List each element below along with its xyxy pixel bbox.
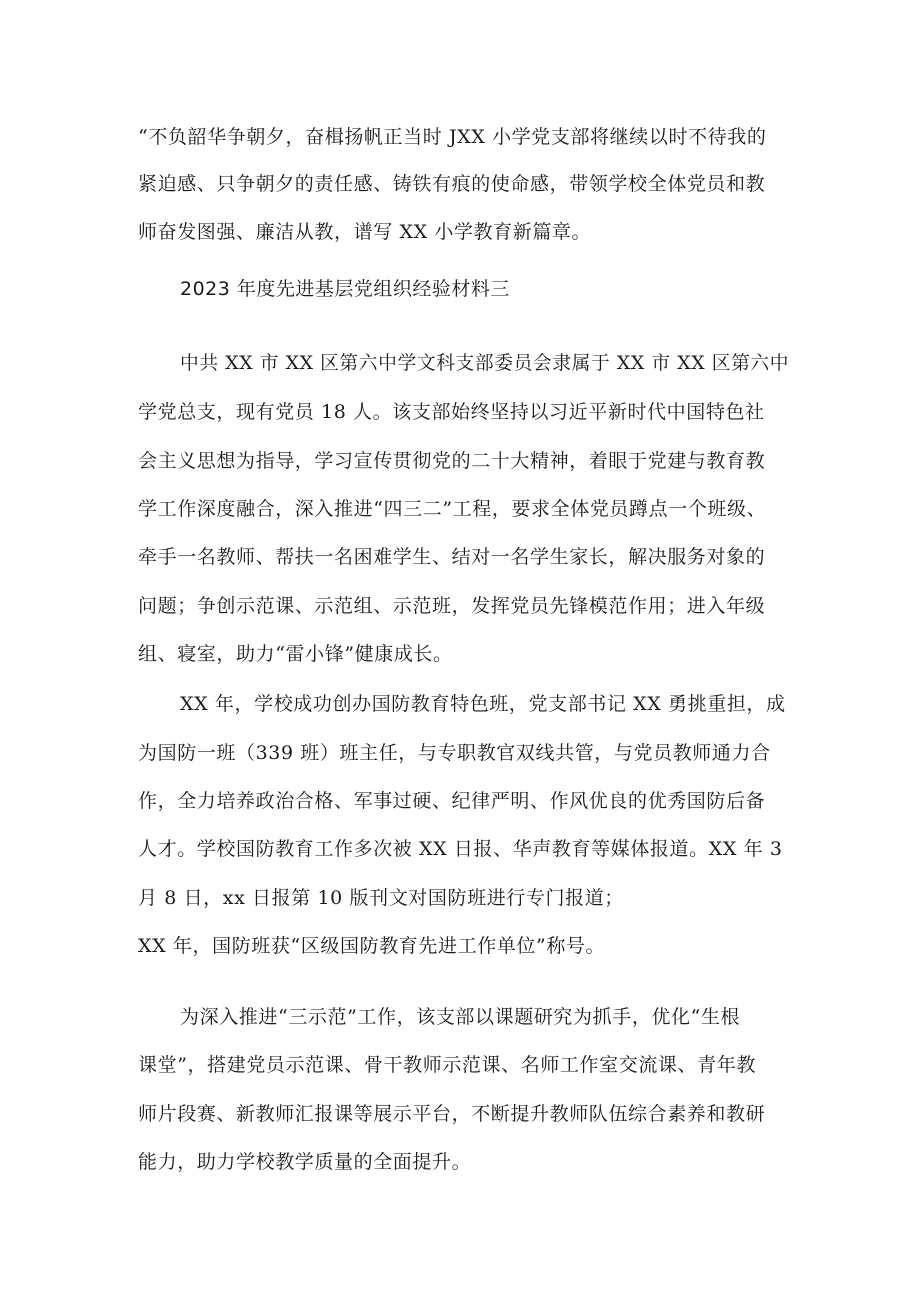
- para2-line-1: XX 年，学校成功创办国防教育特色班，党支部书记 XX 勇挑重担，成: [180, 693, 786, 715]
- intro-line-3: 师奋发图强、廉洁从教，谱写 XX 小学教育新篇章。: [138, 221, 592, 243]
- para1-line-1: 中共 XX 市 XX 区第六中学文科支部委员会隶属于 XX 市 XX 区第六中: [180, 353, 790, 374]
- para3-line-3: 师片段赛、新教师汇报课等展示平台，不断提升教师队伍综合素养和教研: [138, 1103, 766, 1125]
- para2-line-2: 为国防一班（339 班）班主任，与专职教官双线共管，与党员教师通力合: [138, 742, 771, 764]
- para2-line-3: 作，全力培养政治合格、军事过硬、纪律严明、作风优良的优秀国防后备: [138, 790, 766, 812]
- para1-line-6: 问题；争创示范课、示范组、示范班，发挥党员先锋模范作用；进入年级: [138, 595, 766, 617]
- para2-line-5: 月 8 日，xx 日报第 10 版刊文对国防班进行专门报道；: [138, 887, 624, 909]
- intro-line-2: 紧迫感、只争朝夕的责任感、铸铁有痕的使命感，带领学校全体党员和教: [138, 173, 766, 195]
- para2-line-6: XX 年，国防班获“区级国防教育先进工作单位”称号。: [138, 935, 606, 957]
- section-heading: 2023 年度先进基层党组织经验材料三: [180, 278, 510, 300]
- para1-line-4: 学工作深度融合，深入推进“四三二”工程，要求全体党员蹲点一个班级、: [138, 498, 767, 520]
- para3-line-4: 能力，助力学校教学质量的全面提升。: [138, 1151, 472, 1173]
- para1-line-7: 组、寝室，助力“雷小锋”健康成长。: [138, 643, 453, 665]
- intro-line-1: “不负韶华争朝夕，奋楫扬帆正当时 JXX 小学党支部将继续以时不待我的: [138, 126, 767, 148]
- para1-line-3: 会主义思想为指导，学习宣传贯彻党的二十大精神，着眼于党建与教育教: [138, 450, 766, 472]
- para3-line-2: 课堂”，搭建党员示范课、骨干教师示范课、名师工作室交流课、青年教: [138, 1054, 756, 1076]
- para2-line-4: 人才。学校国防教育工作多次被 XX 日报、华声教育等媒体报道。XX 年 3: [138, 838, 783, 860]
- para1-line-2: 学党总支，现有党员 18 人。该支部始终坚持以习近平新时代中国特色社: [138, 401, 765, 423]
- para3-line-1: 为深入推进“三示范”工作，该支部以课题研究为抓手，优化“生根: [180, 1006, 741, 1028]
- para1-line-5: 牵手一名教师、帮扶一名困难学生、结对一名学生家长，解决服务对象的: [138, 546, 766, 568]
